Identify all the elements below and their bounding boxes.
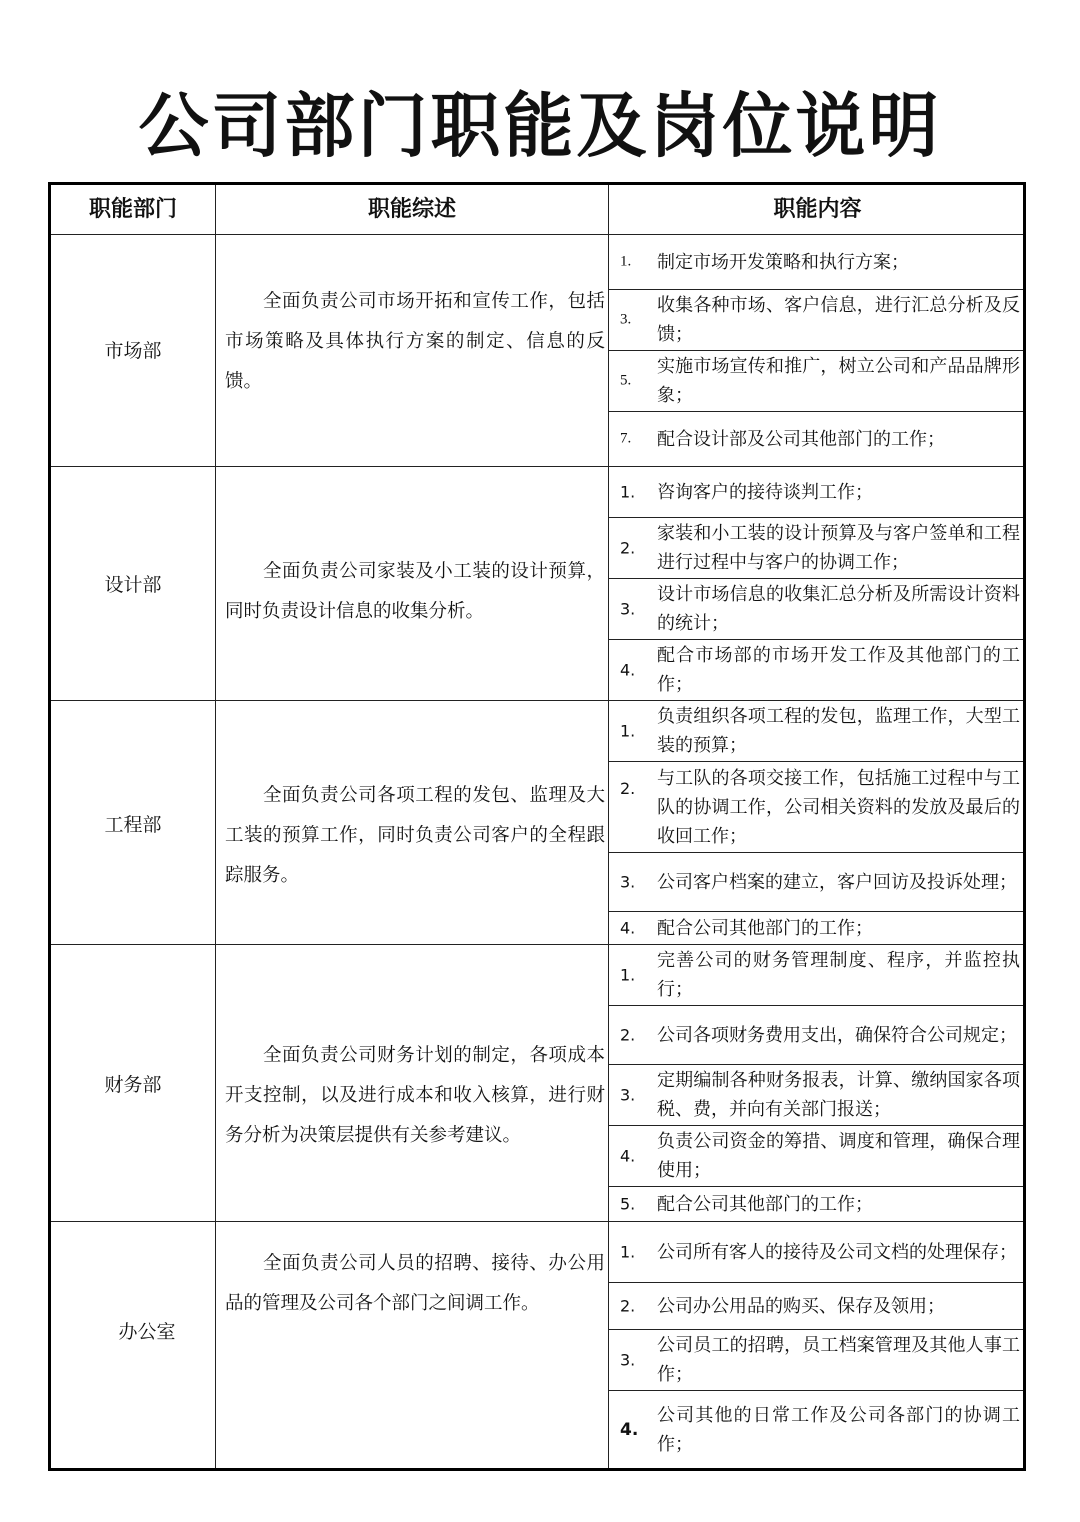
item-number: 5. <box>620 1194 636 1214</box>
duty-item <box>609 579 1026 639</box>
item-text: 公司所有客人的接待及公司文档的处理保存； <box>657 1241 1017 1263</box>
item-text: 完善公司的财务管理制度、程序，并监控执行； <box>657 950 1020 1000</box>
item-number: 5. <box>620 372 632 389</box>
duty-item <box>609 467 1026 517</box>
page-title: 公司部门职能及岗位说明 <box>138 85 942 167</box>
duty-item <box>609 945 1026 1005</box>
item-text: 设计市场信息的收集汇总分析及所需设计资料的统计； <box>657 584 1020 634</box>
item-number: 1. <box>620 253 632 270</box>
item-number: 1. <box>620 1242 636 1262</box>
dept-summary: 全面负责公司市场开拓和宣传工作，包括市场策略及具体执行方案的制定、信息的反馈。 <box>225 291 605 392</box>
item-text: 制定市场开发策略和执行方案； <box>657 251 909 273</box>
item-text: 负责组织各项工程的发包，监理工作，大型工装的预算； <box>657 706 1020 756</box>
dept-summary: 全面负责公司财务计划的制定，各项成本开支控制，以及进行成本和收入核算，进行财务分析为决策层提供有关参考建议。 <box>225 1045 605 1146</box>
duty-item <box>609 853 1026 911</box>
duty-item <box>609 1222 1026 1282</box>
duty-item <box>609 412 1026 466</box>
item-number: 2. <box>620 538 636 558</box>
item-number: 4. <box>620 1419 639 1440</box>
department-table <box>48 182 1026 1471</box>
item-text: 公司其他的日常工作及公司各部门的协调工作； <box>657 1404 1020 1455</box>
header-summary: 职能综述 <box>367 197 456 222</box>
item-text: 配合公司其他部门的工作； <box>657 917 873 939</box>
column-divider <box>215 185 216 1468</box>
item-number: 2. <box>620 779 636 798</box>
item-text: 实施市场宣传和推广，树立公司和产品品牌形象； <box>657 356 1020 406</box>
item-text: 定期编制各种财务报表，计算、缴纳国家各项税、费，并向有关部门报送； <box>657 1070 1020 1120</box>
dept-name: 财务部 <box>104 1074 162 1096</box>
dept-name: 市场部 <box>104 340 162 362</box>
item-number: 7. <box>620 430 632 447</box>
item-text: 公司客户档案的建立，客户回访及投诉处理； <box>657 871 1017 893</box>
item-number: 4. <box>620 660 636 680</box>
duty-item <box>609 235 1026 289</box>
item-number: 1. <box>620 965 636 985</box>
item-text: 配合设计部及公司其他部门的工作； <box>657 428 945 450</box>
duty-item <box>609 290 1026 350</box>
duty-item <box>609 762 1026 852</box>
header-content: 职能内容 <box>773 197 862 222</box>
duty-item <box>609 701 1026 761</box>
header-dept: 职能部门 <box>88 197 177 222</box>
item-number: 1. <box>620 721 636 741</box>
dept-name: 设计部 <box>104 574 162 596</box>
item-number: 2. <box>620 1025 636 1045</box>
item-text: 收集各种市场、客户信息，进行汇总分析及反馈； <box>657 295 1020 345</box>
duty-item <box>609 518 1026 578</box>
duty-item <box>609 1391 1026 1468</box>
duty-item <box>609 1283 1026 1329</box>
duty-item <box>609 1126 1026 1186</box>
item-text: 咨询客户的接待谈判工作； <box>657 481 873 503</box>
item-number: 3. <box>620 1085 636 1105</box>
item-text: 负责公司资金的筹措、调度和管理，确保合理使用； <box>657 1131 1020 1181</box>
duty-item <box>609 1006 1026 1064</box>
duty-item <box>609 640 1026 700</box>
duty-item <box>609 1065 1026 1125</box>
duty-item <box>609 1187 1026 1221</box>
item-number: 4. <box>620 918 636 938</box>
item-number: 3. <box>620 872 636 892</box>
item-text: 公司办公用品的购买、保存及领用； <box>657 1295 945 1317</box>
item-text: 家装和小工装的设计预算及与客户签单和工程进行过程中与客户的协调工作； <box>657 523 1020 573</box>
item-number: 3. <box>620 311 632 328</box>
item-number: 3. <box>620 1350 636 1370</box>
item-text: 公司员工的招聘，员工档案管理及其他人事工作； <box>657 1335 1020 1385</box>
item-text: 配合市场部的市场开发工作及其他部门的工作； <box>657 645 1020 695</box>
item-number: 2. <box>620 1296 636 1316</box>
duty-item <box>609 1330 1026 1390</box>
dept-summary: 全面负责公司各项工程的发包、监理及大工装的预算工作，同时负责公司客户的全程跟踪服务。 <box>225 785 605 886</box>
item-number: 3. <box>620 599 636 619</box>
item-number: 4. <box>620 1146 636 1166</box>
dept-summary: 全面负责公司家装及小工装的设计预算，同时负责设计信息的收集分析。 <box>225 561 605 622</box>
item-number: 1. <box>620 482 636 502</box>
duty-item <box>609 351 1026 411</box>
dept-name: 办公室 <box>118 1321 176 1343</box>
item-text: 与工队的各项交接工作，包括施工过程中与工队的协调工作，公司相关资料的发放及最后的收回工作； <box>657 767 1020 847</box>
item-text: 公司各项财务费用支出，确保符合公司规定； <box>657 1024 1017 1046</box>
dept-name: 工程部 <box>104 814 162 836</box>
dept-summary: 全面负责公司人员的招聘、接待、办公用品的管理及公司各个部门之间调工作。 <box>225 1253 605 1314</box>
item-text: 配合公司其他部门的工作； <box>657 1193 873 1215</box>
duty-item <box>609 912 1026 944</box>
